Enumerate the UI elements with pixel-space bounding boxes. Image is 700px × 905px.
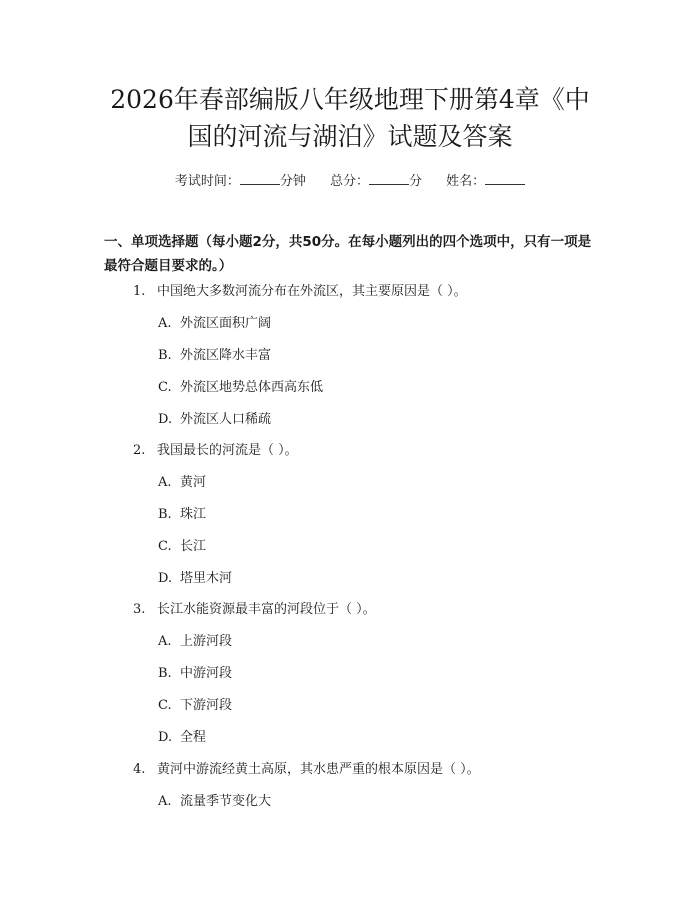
option-text: 中游河段 xyxy=(180,666,233,681)
option-text: 下游河段 xyxy=(180,698,233,713)
option-letter: B. xyxy=(158,507,172,522)
question-1-option-a xyxy=(158,314,271,334)
question-number: 1. xyxy=(133,284,146,299)
exam-time xyxy=(175,170,306,189)
question-number: 2. xyxy=(133,443,146,458)
option-text: 黄河 xyxy=(180,475,207,490)
question-1-option-b xyxy=(158,346,271,366)
option-text: 长江 xyxy=(180,539,207,554)
question-4-option-a xyxy=(158,792,271,812)
option-text: 外流区降水丰富 xyxy=(180,348,272,363)
option-letter: D. xyxy=(158,730,173,745)
exam-score-label: 总分： xyxy=(329,174,369,189)
exam-score-blank xyxy=(369,172,409,185)
question-text: 长江水能资源最丰富的河段位于（ ）。 xyxy=(157,602,376,617)
exam-score-unit: 分 xyxy=(409,174,423,189)
option-text: 塔里木河 xyxy=(180,571,233,586)
exam-time-unit: 分钟 xyxy=(279,174,306,189)
section-heading: 一、单项选择题（每小题2分，共50分。在每小题列出的四个选项中，只有一项是最符合题目要求的。） xyxy=(104,234,592,274)
option-letter: C. xyxy=(158,539,172,554)
question-number: 3. xyxy=(133,602,146,617)
option-text: 珠江 xyxy=(180,507,207,522)
question-4 xyxy=(133,760,480,780)
option-letter: A. xyxy=(158,475,172,490)
option-text: 外流区地势总体西高东低 xyxy=(180,380,324,395)
exam-score xyxy=(330,170,422,189)
question-1-option-c xyxy=(158,378,323,398)
question-3 xyxy=(133,600,376,620)
exam-name-label: 姓名： xyxy=(446,174,486,189)
exam-name-blank xyxy=(485,172,525,185)
question-text: 中国绝大多数河流分布在外流区，其主要原因是（ ）。 xyxy=(157,284,467,299)
option-text: 上游河段 xyxy=(180,634,233,649)
option-letter: D. xyxy=(158,571,173,586)
document-title-line-1: 2026年春部编版八年级地理下册第4章《中 xyxy=(110,85,590,114)
exam-name xyxy=(446,170,525,189)
question-1-option-d xyxy=(158,410,271,430)
exam-time-blank xyxy=(240,172,280,185)
document-title-line-2: 国的河流与湖泊》试题及答案 xyxy=(187,122,513,151)
option-letter: C. xyxy=(158,380,172,395)
option-text: 外流区人口稀疏 xyxy=(180,412,272,427)
question-2-option-c xyxy=(158,537,206,557)
option-text: 全程 xyxy=(180,730,207,745)
option-letter: C. xyxy=(158,698,172,713)
option-letter: D. xyxy=(158,412,173,427)
question-2 xyxy=(133,441,298,461)
option-text: 外流区面积广阔 xyxy=(180,316,272,331)
option-letter: A. xyxy=(158,794,172,809)
option-letter: A. xyxy=(158,634,172,649)
exam-time-label: 考试时间： xyxy=(174,174,240,189)
option-letter: A. xyxy=(158,316,172,331)
question-2-option-d xyxy=(158,569,232,589)
question-1 xyxy=(133,282,467,302)
question-3-option-d xyxy=(158,728,206,748)
question-3-option-c xyxy=(158,696,232,716)
exam-info xyxy=(0,170,700,189)
option-letter: B. xyxy=(158,666,172,681)
question-2-option-b xyxy=(158,505,206,525)
question-text: 我国最长的河流是（ ）。 xyxy=(157,443,298,458)
question-number: 4. xyxy=(133,762,146,777)
question-3-option-b xyxy=(158,664,232,684)
question-3-option-a xyxy=(158,632,232,652)
option-letter: B. xyxy=(158,348,172,363)
option-text: 流量季节变化大 xyxy=(180,794,272,809)
question-2-option-a xyxy=(158,473,206,493)
question-text: 黄河中游流经黄土高原，其水患严重的根本原因是（ ）。 xyxy=(157,762,480,777)
